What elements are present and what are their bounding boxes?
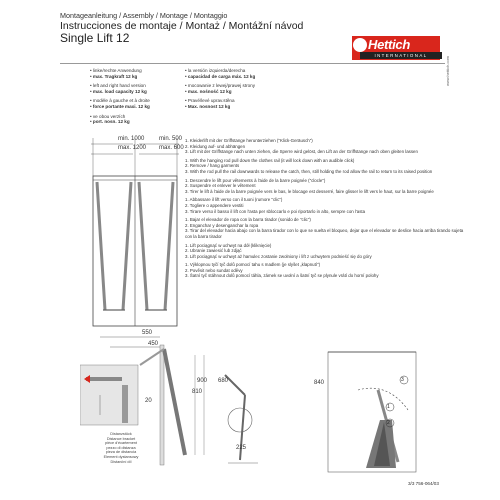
spec-line: • left and right hand version — [90, 83, 146, 89]
spec-line: • modèle à gauche et à droite — [90, 98, 150, 104]
step-group-cz: 1. Výklopnou tyčí tyč dolů pomocí tahu s madlem (je slyšet „klapnutí") 2. Pověsit nebo sundat oděvy 3. Šatní tyč stáhnout dolů pomocí táhla, zámek se uvolní a šatní tyč se plynule vrátí do horní polohy — [185, 262, 379, 279]
callout-3: 3 — [401, 377, 404, 383]
callout-2: 2 — [387, 420, 390, 426]
dim-550: 550 — [142, 330, 153, 336]
spec-line: • mocowanie z lewej/prawej strony — [185, 83, 256, 89]
spec-line: • port. nosn. 12 kg — [90, 119, 130, 125]
header-line-1: Montageanleitung / Assembly / Montage / Montaggio — [60, 11, 228, 20]
spec-line: • max. load capacity 12 kg — [90, 88, 147, 94]
dim-min-500: min. 500 — [159, 136, 183, 142]
document-title: Single Lift 12 — [60, 31, 130, 46]
logo-mark-icon — [353, 38, 367, 52]
step-group-it: 1. Abbassare il lift verso con il tuoni (rumore "clic") 2. Togliere o appendere vestiti 3. Tirare verso il basso il lift con l'asta per sbloccarlo e poi riportarlo in alto, sempre con l'asta — [185, 197, 366, 214]
spec-line: • ve obou verzích — [90, 113, 126, 119]
dim-900: 900 — [197, 378, 208, 384]
document-header — [60, 12, 303, 45]
document-number: 3/3 756-064/03 — [408, 481, 439, 486]
dim-max-1200: max. 1200 — [118, 145, 147, 151]
step-group-es: 1. Bajar el elevador de ropa con la barra tirador (sonido de "clic") 2. Enganchar y desenganchar la ropa 3. Tirar del elevador hacia abajo con la barra tirador con lo que se suelta el bloqueo, dejar que el elevador se deslice hacia arriba tirando sujeta con la barra tirador — [185, 217, 464, 239]
dim-450: 450 — [148, 341, 159, 347]
brand-url-vertical — [445, 8, 453, 88]
usage-illustration — [318, 350, 433, 475]
step-group-de: 1. Kleiderlift mit der Griffstange herunterziehen ("Klick-Geräusch") 2. Kleidung auf- und abhängen 3. Lift mit der Griffstange nach unten ziehen, die Sperre wird gelöst, den Lift an der Griffstange nach oben gleiten lassen — [185, 138, 418, 155]
spec-line: • max. nośność 12 kg — [185, 88, 232, 94]
step-group-fr: 1. Descendre le lift pour vêtements à l'aide de la barre poignée ("clocle") 2. Suspendre et enlever le vêtement 3. Tirer le lift à l'aide de la barre poignée vers le bas, le blocage est desserré, faire glisser le lift vers le haut, sur la barre poignée — [185, 177, 434, 194]
spec-line: • linke/rechte Anwendung — [90, 68, 142, 73]
brand-url: www.hettich.com — [445, 55, 450, 86]
distance-bracket-caption: Distanzstück Distance bracket pièce d'écartement pezzo di distanza pieza de distancia Element dystansowy Distanční díl — [103, 432, 139, 464]
step-group-pl: 1. Lift pociągnąć w uchwyt na dół (kliknięcie) 2. Ubranie zawiesić lub zdjąć 3. Lift pociągnąć w uchwyt aż hamulec zostanie zwolniony i lift z uchwytem podnieść się do góry — [185, 242, 372, 259]
callout-1: 1 — [387, 404, 390, 410]
instruction-steps — [185, 138, 465, 282]
specs-left — [90, 68, 185, 125]
dim-20: 20 — [145, 398, 152, 404]
wardrobe-front-drawing — [85, 130, 185, 330]
brand-sub: INTERNATIONAL — [360, 52, 442, 59]
spec-line: • la versión izquierda/derecha — [185, 68, 246, 73]
dim-max-600: max. 600 — [159, 145, 184, 151]
dim-840: 840 — [314, 380, 325, 386]
spec-line: • force portante maxi. 12 kg — [90, 103, 150, 109]
dim-225: 225 — [236, 445, 247, 451]
dim-810: 810 — [192, 389, 203, 395]
dim-680: 680 — [218, 378, 229, 384]
brand-name: Hettich — [368, 37, 410, 52]
specs-right — [185, 68, 325, 110]
dim-min-1000: min. 1000 — [118, 136, 145, 142]
spec-line: • capacidad de carga máx. 12 kg — [185, 73, 256, 79]
spec-line: • max. Tragkraft 12 kg — [90, 73, 138, 79]
step-group-en: 1. With the hanging rod pull down the clothes rail (it will lock down with an audible click) 2. Remove / hang garments 3. With the rod pull the rail downwards to release the catch, then, still holding the rod allow the rail to return to its raised position — [185, 157, 433, 174]
spec-line: • Pravé/levé uprav.stěna — [185, 98, 235, 104]
header-line-2: Instrucciones de montaje / Montaż / Montážní návod — [60, 20, 304, 33]
spec-line: • Max. nosnost 12 kg — [185, 103, 231, 109]
header-rule — [60, 63, 445, 64]
